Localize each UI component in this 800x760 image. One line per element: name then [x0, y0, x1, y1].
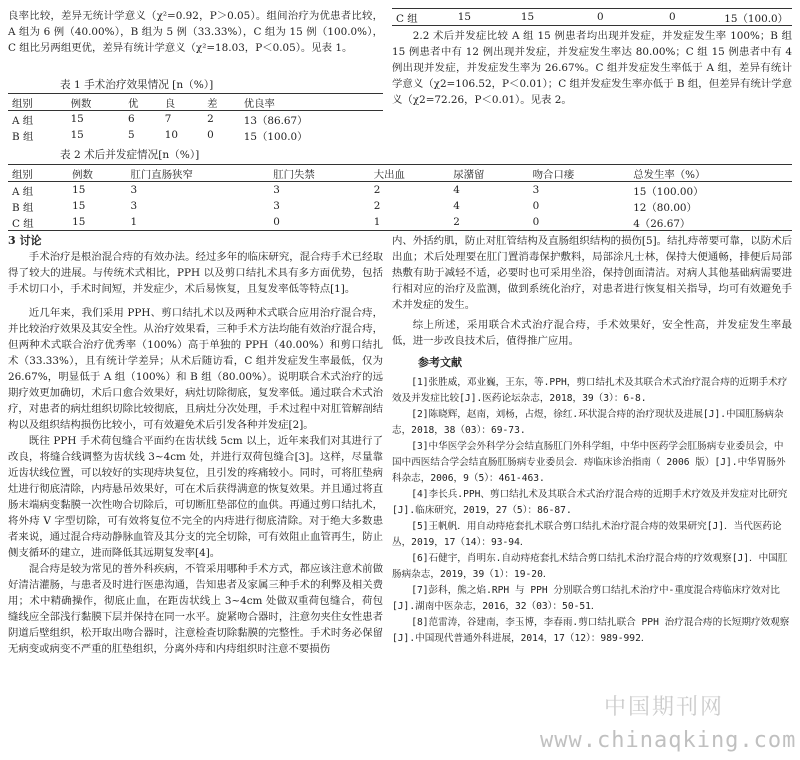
table2-caption: 表 2 术后并发症情况[n（%）]	[60, 149, 200, 161]
reference-item: [4]李长兵.PPH、剪口结扎术及其联合术式治疗混合痔的近期手术疗效及并发症对比研究[J].临床研究，2019，27（5）：86-87.	[392, 489, 788, 516]
table-cell: 15	[70, 129, 84, 141]
table-cell: 4	[453, 184, 460, 196]
table-cell: 5	[128, 129, 135, 141]
table-cell: 2	[453, 216, 460, 228]
table-row	[8, 198, 792, 214]
table-cell: C 组	[396, 12, 418, 25]
table-cell: 7	[164, 113, 172, 125]
reference-item: [8]范雷涛，谷建南，李玉博，李春雨.剪口结扎联合 PPH 治疗混合痔的长短期疗效观察[J].中国现代普通外科进展，2014，17（12）：989-992．	[392, 617, 790, 644]
table1-header: 差	[207, 97, 218, 110]
table1-header: 组别	[12, 97, 33, 110]
table-cell: 1	[373, 216, 381, 228]
table-cell: 4（26.67）	[633, 217, 691, 230]
table-cell: 2	[373, 200, 381, 212]
table1-header: 良	[164, 97, 176, 110]
table1-header-row	[8, 94, 383, 111]
references-heading: 参考文献	[418, 356, 462, 369]
table1	[8, 93, 383, 143]
watermark-logo-text: 中国期刊网	[604, 695, 725, 720]
table-cell: 0	[532, 216, 540, 228]
reference-item: [3]中华医学会外科学分会结直肠肛门外科学组，中华中医药学会肛肠病专业委员会，中国中西医结合学会结直肠肛肠病专业委员会．痔临床诊治指南（ 2006 版）[J].中华胃肠外科杂志，2006，9（5）：461-463.	[392, 441, 786, 484]
reference-item: [7]彭科，熊之焰.RPH 与 PPH 分别联合剪口结扎术治疗中-重度混合痔临床疗效对比[J].湖南中医杂志，2016，32（03）：50-51．	[392, 585, 780, 612]
discussion-section	[8, 233, 383, 657]
table-cell: C 组	[12, 217, 34, 230]
table-cell: 15	[72, 184, 86, 196]
reference-item: [2]陈晓辉，赵南，刘杨，占煜，徐红.环状混合痔的治疗现状及进展[J].中国肛肠病杂志，2018，38（03）：69-73.	[392, 409, 784, 436]
discussion-paragraph: 混合痔是较为常见的普外科疾病，不管采用哪种手术方式，都应该注意术前做好清洁灌肠，与患者及时进行医患沟通，告知患者及家属三种手术的利弊及相关费用；术中精确操作，彻底止血，在距齿状线上 3~4cm 处做双重荷包缝合，荷包缝线应全部浅行黏膜下层并保持在同一水平。旋紧吻合器时，注意勿夹住女性患者阴道后壁组织，松开取出吻合器时，注意检查切除黏膜的完整性。手术时务必保留无病变或病变不严重的肛垫组织，分离外痔和内痔组织时注意不要损伤	[8, 563, 383, 655]
table2-header-row	[8, 165, 792, 182]
table-cell: 15（100.00）	[633, 185, 704, 198]
table-cell: 3	[273, 184, 280, 196]
table-row	[8, 214, 792, 231]
table-cell: 0	[532, 200, 540, 212]
conclusion-paragraph: 综上所述，采用联合术式治疗混合痔，手术效果好，安全性高，并发症发生率最低，进一步改良技术后，值得推广应用。	[392, 319, 792, 347]
table-cell: 0	[273, 216, 280, 228]
table-cell: 2	[207, 113, 214, 125]
table-cell: 0	[669, 11, 676, 23]
watermark-url: www.chinaqking.com	[540, 728, 797, 753]
reference-item: [5]王帆帆．用自动痔疮套扎术联合剪口结扎术治疗混合痔的效果研究[J]．当代医药论丛，2019，17（14）：93-94．	[392, 521, 782, 548]
discussion-heading: 3 讨论	[8, 234, 42, 247]
table-cell: 0	[597, 11, 604, 23]
results-paragraph-complications: 2.2 术后并发症比较 A 组 15 例患者均出现并发症，并发症发生率 100%；B 组 15 例患者中有 12 例出现并发症，并发症发生率达 80.00%；C 组 15 例患者中有 4 例出现并发症，并发症发生率为 26.67%。C 组并发症发生率低于 A 组，差异有统计学意义（χ2=106.52，P＜0.01）；C 组并发症发生率亦低于 B 组，但差异有统计学意义（χ2=72.26，P＜0.01）。见表 2。	[392, 30, 792, 106]
discussion-paragraph: 手术治疗是根治混合痔的有效办法。经过多年的临床研究，混合痔手术已经取得了较大的进展。与传统术式相比，PPH 以及剪口结扎术具有多方面优势，包括手术切口小，手术时间短，并发症少，术后易恢复，且复发率低等特点[1]。	[8, 251, 383, 295]
discussion-paragraph: 既往 PPH 手术荷包缝合平面约在齿状线 5cm 以上，近年来我们对其进行了改良，将缝合线调整为齿状线 3~4cm 处，并进行双荷包缝合[3]。这样，尽量靠近齿状线位置，可以较好的实现痔块复位，且引发的疼痛较小。同时，可将肛垫病灶进行彻底清除，内痔悬吊效果好，可在术后获得满意的恢复效果。并且通过将直肠末端病变黏膜一次性吻合切除后，可切断肛垫部位的血供。再通过剪口结扎术，将外痔 V 字型切除，可有效将复位不完全的内痔进行彻底清除。对于绝大多数患者来说，通过混合痔动静脉血管及其分支的完全切除，可有效阻止血管再生，防止侧支循环的建立，进而降低其远期复发率[4]。	[8, 435, 383, 559]
table-cell: 15（100.0）	[243, 130, 308, 143]
table-cell: 15	[457, 11, 471, 23]
table-cell: 6	[128, 113, 135, 125]
table-row	[8, 127, 383, 143]
results-paragraph-efficacy: 良率比较，差异无统计学意义（χ²=0.92，P＞0.05）。组间治疗为优患者比较，A 组为 6 例（40.00%），B 组为 5 例（33.33%），C 组为 15 例（100.0%），C 组比另两组更优，差异有统计学意义（χ²=18.03，P＜0.05）。见表 1。	[8, 10, 383, 54]
table-cell: 1	[130, 216, 138, 228]
reference-item: [1]张胜威，邓业巍，王东，等.PPH，剪口结扎术及其联合术式治疗混合痔的近期手术疗效及并发症比较[J].医药论坛杂志，2018，39（3）：6-8.	[392, 377, 788, 404]
table-cell: 2	[373, 184, 381, 196]
table-cell: 13（86.67）	[243, 114, 308, 127]
table-cell: B 组	[12, 130, 34, 143]
table2-header: 肛门直肠狭窄	[130, 168, 193, 181]
table-cell: A 组	[12, 114, 34, 127]
table1-header: 优	[128, 97, 139, 110]
table-cell: 15	[520, 11, 535, 23]
table1-header: 优良率	[243, 97, 275, 110]
table2-header: 肛门失禁	[273, 168, 315, 181]
table2-header: 尿潴留	[453, 168, 485, 181]
table-cell: 4	[453, 200, 460, 212]
table-cell: 10	[164, 129, 178, 141]
table2-header: 大出血	[373, 168, 405, 181]
table-cell: 3	[273, 200, 280, 212]
table-cell: 15	[72, 216, 86, 228]
discussion-paragraph: 内、外括约肌，防止对肛管结构及直肠组织结构的损伤[5]。结扎痔蒂要可靠，以防术后出血；术后处理要在肛门置消毒保护敷料，局部涂凡士林，保持大便通畅，排便后局部热敷有助于减轻不适，必要时也可采用坐浴，保持创面清洁。对病人其他基础病需要进行相对应的治疗及监测，做到系统化治疗，对患者进行恢复相关指导，均可有效避免手术并发症的发生。	[392, 235, 792, 311]
table-row	[8, 111, 383, 128]
right-column-body	[392, 233, 792, 647]
table-cell: 15（100.0）	[724, 12, 788, 25]
table-cell: A 组	[12, 185, 34, 198]
reference-item: [6]石健宇，肖明东.自动痔疮套扎术结合剪口结扎术治疗混合痔的疗效观察[J]．中国肛肠病杂志，2019，39（1）：19-20．	[392, 553, 788, 580]
table-row	[392, 9, 792, 26]
table2-header: 组别	[12, 168, 33, 181]
table-cell: 15	[70, 113, 84, 125]
table-cell: B 组	[12, 201, 34, 214]
discussion-paragraph: 近几年来，我们采用 PPH、剪口结扎术以及两种术式联合应用治疗混合痔，并比较治疗效果及其安全性。从治疗效果看，三种手术方法均能有效治疗混合痔，但两种术式联合治疗优秀率（100%）高于单独的 PPH（40.00%）和剪口结扎术（33.33%），且有统计学差异；从术后随访看，C 组并发症发生率最低，仅为 26.67%，明显低于 A 组（100%）和 B 组（80.00%）。说明联合术式治疗的远期疗效更加确切，术后口愈合效果好，病灶切除彻底，复发率低。通过联合术式治疗，对患者的病灶组织切除比较彻底，且病灶分次处理，手术过程中对肛管解剖结构以及组织结构损伤比较小，可有效避免术后引发各种并发症[2]。	[8, 307, 383, 431]
table-cell: 3	[130, 200, 138, 212]
table-cell: 15	[72, 200, 86, 212]
table2-header: 总发生率（%）	[633, 168, 706, 181]
table-cell: 12（80.00）	[633, 201, 697, 214]
table-row	[8, 182, 792, 199]
table1-header: 例数	[70, 97, 92, 110]
table1-continued	[392, 8, 792, 26]
table-cell: 3	[130, 184, 138, 196]
table-cell: 0	[207, 129, 214, 141]
table1-caption: 表 1 手术治疗效果情况 [n（%）]	[60, 79, 214, 91]
table-cell: 3	[532, 184, 540, 196]
table2-header: 例数	[72, 168, 93, 181]
table2-header: 吻合口瘘	[532, 168, 575, 181]
table2	[8, 164, 792, 231]
